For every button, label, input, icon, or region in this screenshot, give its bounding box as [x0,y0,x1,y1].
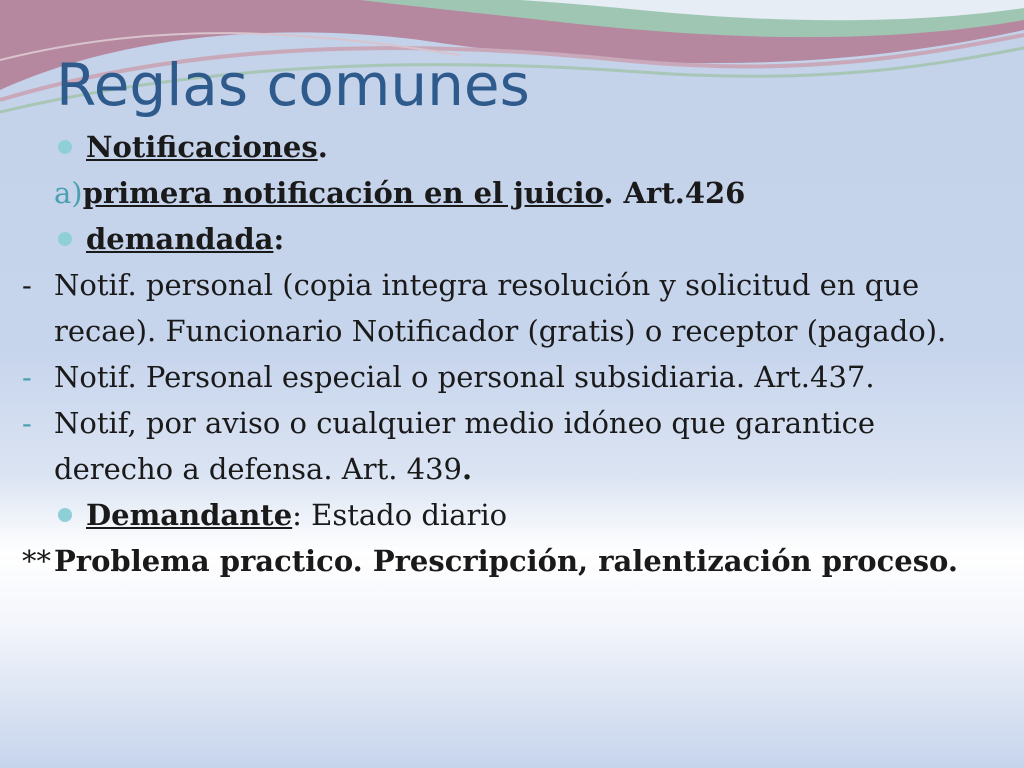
problema-prefix: ** [22,544,51,578]
dash-item-3-text: Notif, por aviso o cualquier medio idóneo que garantice derecho a defensa. Art. 439 [54,406,876,486]
item-a-underlined: primera notificación en el juicio [82,176,604,210]
notificaciones-heading: Notificaciones [86,130,318,164]
bullet-icon [58,140,72,154]
dash-item-3: - Notif, por aviso o cualquier medio idóneo que garantice derecho a defensa. Art. 439. [54,400,984,492]
item-a-rest: . Art.426 [603,176,746,210]
bullet-notificaciones: Notificaciones. [54,124,984,170]
demandante-heading: Demandante [86,498,293,532]
dash-item-2 [22,354,984,400]
item-a-marker: a) [54,176,83,210]
dash-marker: - [22,360,32,394]
dash-marker: - [22,406,32,440]
slide-title: Reglas comunes [56,51,530,119]
bullet-demandante [54,492,984,538]
problema-note [22,538,984,584]
item-a [54,170,984,216]
demandada-heading: demandada [86,222,274,256]
dash-marker: - [22,268,32,302]
slide-content [22,124,984,584]
demandante-rest: : Estado diario [292,498,508,532]
dash-item-1 [22,262,984,354]
bullet-icon [58,232,72,246]
bullet-demandada: demandada: [54,216,984,262]
problema-text: Problema practico. Prescripción, ralentización proceso. [54,544,958,578]
dash-item-2-text: Notif. Personal especial o personal subsidiaria. Art.437. [54,360,875,394]
bullet-icon [58,508,72,522]
dash-item-1-text: Notif. personal (copia integra resolución y solicitud en que recae). Funcionario Notificador (gratis) o receptor (pagado). [54,268,947,348]
